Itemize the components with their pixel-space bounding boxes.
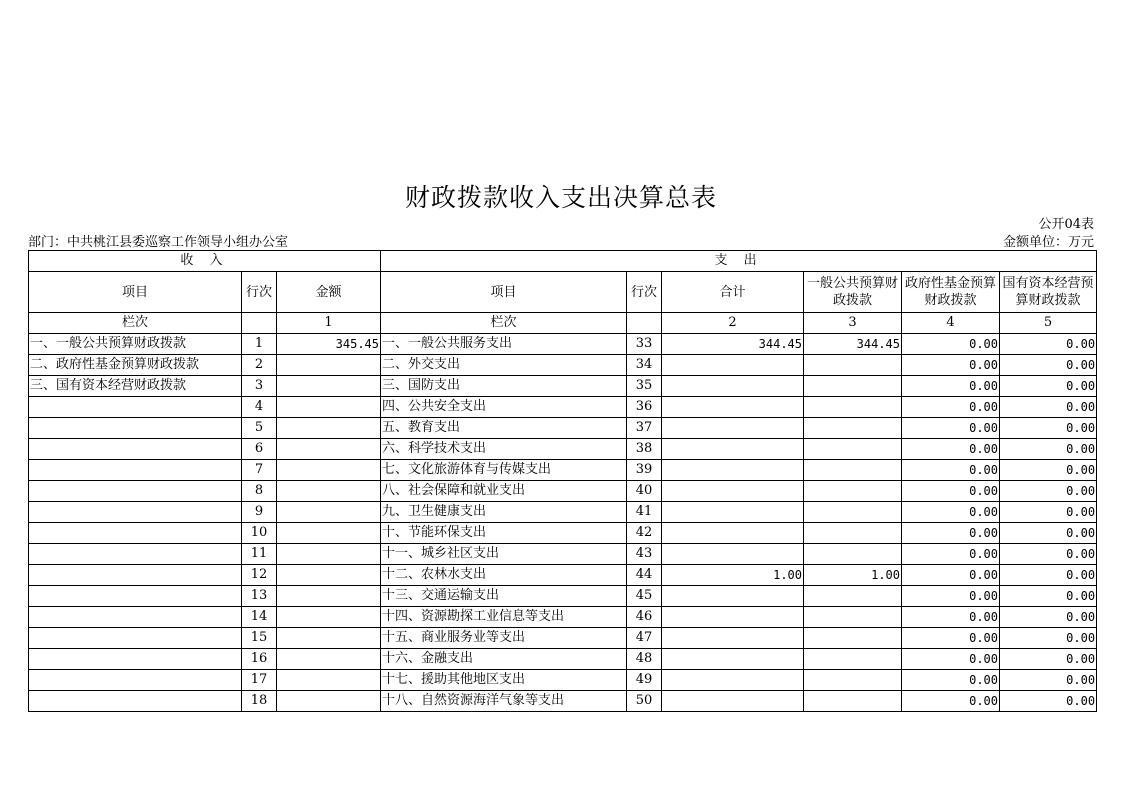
income-row-no-cell: 3 bbox=[242, 376, 277, 397]
income-amount-cell bbox=[277, 628, 381, 649]
income-item-cell bbox=[29, 565, 242, 586]
expense-row-no-cell: 40 bbox=[627, 481, 662, 502]
state-capital-cell: 0.00 bbox=[1000, 502, 1097, 523]
general-budget-cell bbox=[804, 544, 902, 565]
table-row bbox=[29, 418, 1097, 439]
fund-budget-cell: 0.00 bbox=[902, 397, 1000, 418]
expense-item-cell: 十四、资源勘探工业信息等支出 bbox=[381, 607, 627, 628]
income-amount-header: 金额 bbox=[277, 272, 381, 313]
general-budget-cell: 344.45 bbox=[804, 334, 902, 355]
table-row bbox=[29, 565, 1097, 586]
income-amount-cell bbox=[277, 649, 381, 670]
col-index-5: 5 bbox=[1000, 313, 1097, 334]
fund-budget-cell: 0.00 bbox=[902, 691, 1000, 712]
expense-item-cell: 四、公共安全支出 bbox=[381, 397, 627, 418]
table-row bbox=[29, 628, 1097, 649]
income-item-cell bbox=[29, 418, 242, 439]
total-cell: 1.00 bbox=[662, 565, 804, 586]
total-cell bbox=[662, 628, 804, 649]
state-capital-cell: 0.00 bbox=[1000, 649, 1097, 670]
income-amount-cell bbox=[277, 355, 381, 376]
expense-row-no-cell: 35 bbox=[627, 376, 662, 397]
expense-row-no-cell: 44 bbox=[627, 565, 662, 586]
fund-budget-cell: 0.00 bbox=[902, 565, 1000, 586]
table-row bbox=[29, 544, 1097, 565]
income-item-cell bbox=[29, 397, 242, 418]
fund-budget-cell: 0.00 bbox=[902, 586, 1000, 607]
state-capital-header: 国有资本经营预算财政拨款 bbox=[1000, 272, 1097, 313]
col-index-empty bbox=[242, 313, 277, 334]
expense-row-no-cell: 46 bbox=[627, 607, 662, 628]
expense-item-cell: 二、外交支出 bbox=[381, 355, 627, 376]
expense-item-cell: 十二、农林水支出 bbox=[381, 565, 627, 586]
general-budget-cell bbox=[804, 523, 902, 544]
expense-item-cell: 十七、援助其他地区支出 bbox=[381, 670, 627, 691]
table-row bbox=[29, 607, 1097, 628]
state-capital-cell: 0.00 bbox=[1000, 355, 1097, 376]
income-amount-cell bbox=[277, 418, 381, 439]
income-row-no-cell: 2 bbox=[242, 355, 277, 376]
fund-budget-cell: 0.00 bbox=[902, 502, 1000, 523]
total-cell bbox=[662, 481, 804, 502]
page-title: 财政拨款收入支出决算总表 bbox=[404, 183, 717, 212]
general-budget-cell: 1.00 bbox=[804, 565, 902, 586]
fund-budget-cell: 0.00 bbox=[902, 523, 1000, 544]
income-item-header: 项目 bbox=[29, 272, 242, 313]
table-row bbox=[29, 481, 1097, 502]
total-cell: 344.45 bbox=[662, 334, 804, 355]
total-cell bbox=[662, 586, 804, 607]
department-label: 部门：中共桃江县委巡察工作领导小组办公室 bbox=[28, 235, 289, 250]
general-budget-header: 一般公共预算财政拨款 bbox=[804, 272, 902, 313]
fund-budget-cell: 0.00 bbox=[902, 481, 1000, 502]
general-budget-cell bbox=[804, 355, 902, 376]
expense-item-header: 项目 bbox=[381, 272, 627, 313]
table-row bbox=[29, 376, 1097, 397]
income-amount-cell bbox=[277, 691, 381, 712]
expense-row-no-cell: 41 bbox=[627, 502, 662, 523]
table-row bbox=[29, 523, 1097, 544]
income-item-cell: 二、政府性基金预算财政拨款 bbox=[29, 355, 242, 376]
income-item-cell bbox=[29, 628, 242, 649]
expense-row-no-cell: 34 bbox=[627, 355, 662, 376]
total-cell bbox=[662, 397, 804, 418]
expense-row-no-cell: 50 bbox=[627, 691, 662, 712]
income-item-cell bbox=[29, 544, 242, 565]
general-budget-cell bbox=[804, 691, 902, 712]
income-amount-cell bbox=[277, 607, 381, 628]
general-budget-cell bbox=[804, 460, 902, 481]
state-capital-cell: 0.00 bbox=[1000, 418, 1097, 439]
table-row bbox=[29, 649, 1097, 670]
income-amount-cell bbox=[277, 376, 381, 397]
expense-item-cell: 十五、商业服务业等支出 bbox=[381, 628, 627, 649]
expense-row-no-cell: 47 bbox=[627, 628, 662, 649]
state-capital-cell: 0.00 bbox=[1000, 523, 1097, 544]
general-budget-cell bbox=[804, 439, 902, 460]
income-item-cell bbox=[29, 607, 242, 628]
table-row bbox=[29, 355, 1097, 376]
income-amount-cell bbox=[277, 544, 381, 565]
income-item-cell bbox=[29, 439, 242, 460]
income-row-no-cell: 4 bbox=[242, 397, 277, 418]
expense-row-no-cell: 39 bbox=[627, 460, 662, 481]
income-item-cell bbox=[29, 586, 242, 607]
income-item-cell bbox=[29, 481, 242, 502]
unit-label: 金额单位：万元 bbox=[1002, 235, 1094, 250]
col-index-4: 4 bbox=[902, 313, 1000, 334]
general-budget-cell bbox=[804, 628, 902, 649]
general-budget-cell bbox=[804, 607, 902, 628]
fund-budget-cell: 0.00 bbox=[902, 355, 1000, 376]
col-index-2: 2 bbox=[662, 313, 804, 334]
income-amount-cell bbox=[277, 565, 381, 586]
state-capital-cell: 0.00 bbox=[1000, 481, 1097, 502]
exp-col-label: 栏次 bbox=[381, 313, 627, 334]
table-row bbox=[29, 460, 1097, 481]
income-item-cell bbox=[29, 691, 242, 712]
expense-row-no-cell: 48 bbox=[627, 649, 662, 670]
income-item-cell bbox=[29, 460, 242, 481]
total-cell bbox=[662, 523, 804, 544]
income-amount-cell bbox=[277, 670, 381, 691]
general-budget-cell bbox=[804, 376, 902, 397]
state-capital-cell: 0.00 bbox=[1000, 628, 1097, 649]
column-index-row bbox=[29, 313, 1097, 334]
income-row-no-cell: 14 bbox=[242, 607, 277, 628]
table-row bbox=[29, 670, 1097, 691]
fund-budget-cell: 0.00 bbox=[902, 628, 1000, 649]
total-cell bbox=[662, 376, 804, 397]
expense-row-no-cell: 33 bbox=[627, 334, 662, 355]
income-row-no-cell: 9 bbox=[242, 502, 277, 523]
state-capital-cell: 0.00 bbox=[1000, 397, 1097, 418]
col-index-1: 1 bbox=[277, 313, 381, 334]
total-cell bbox=[662, 649, 804, 670]
expense-item-cell: 六、科学技术支出 bbox=[381, 439, 627, 460]
income-item-cell bbox=[29, 523, 242, 544]
state-capital-cell: 0.00 bbox=[1000, 544, 1097, 565]
expense-row-no-cell: 43 bbox=[627, 544, 662, 565]
state-capital-cell: 0.00 bbox=[1000, 334, 1097, 355]
income-amount-cell bbox=[277, 523, 381, 544]
state-capital-cell: 0.00 bbox=[1000, 586, 1097, 607]
income-item-cell bbox=[29, 670, 242, 691]
income-item-cell: 三、国有资本经营财政拨款 bbox=[29, 376, 242, 397]
general-budget-cell bbox=[804, 670, 902, 691]
general-budget-cell bbox=[804, 586, 902, 607]
income-amount-cell bbox=[277, 586, 381, 607]
state-capital-cell: 0.00 bbox=[1000, 439, 1097, 460]
total-header: 合计 bbox=[662, 272, 804, 313]
income-amount-cell bbox=[277, 502, 381, 523]
total-cell bbox=[662, 691, 804, 712]
income-row-no-cell: 17 bbox=[242, 670, 277, 691]
fund-budget-header: 政府性基金预算财政拨款 bbox=[902, 272, 1000, 313]
table-row bbox=[29, 502, 1097, 523]
total-cell bbox=[662, 439, 804, 460]
total-cell bbox=[662, 460, 804, 481]
expense-header: 支 出 bbox=[381, 251, 1097, 272]
expense-item-cell: 八、社会保障和就业支出 bbox=[381, 481, 627, 502]
table-row bbox=[29, 397, 1097, 418]
fund-budget-cell: 0.00 bbox=[902, 334, 1000, 355]
income-row-no-cell: 7 bbox=[242, 460, 277, 481]
expense-item-cell: 十八、自然资源海洋气象等支出 bbox=[381, 691, 627, 712]
fund-budget-cell: 0.00 bbox=[902, 607, 1000, 628]
income-item-cell bbox=[29, 649, 242, 670]
fund-budget-cell: 0.00 bbox=[902, 649, 1000, 670]
expense-item-cell: 五、教育支出 bbox=[381, 418, 627, 439]
table-row bbox=[29, 691, 1097, 712]
expense-item-cell: 九、卫生健康支出 bbox=[381, 502, 627, 523]
expense-row-no-cell: 38 bbox=[627, 439, 662, 460]
settlement-table bbox=[28, 250, 1097, 712]
expense-row-no-cell: 49 bbox=[627, 670, 662, 691]
total-cell bbox=[662, 670, 804, 691]
general-budget-cell bbox=[804, 481, 902, 502]
fund-budget-cell: 0.00 bbox=[902, 418, 1000, 439]
income-amount-cell: 345.45 bbox=[277, 334, 381, 355]
expense-row-no-cell: 36 bbox=[627, 397, 662, 418]
income-row-no-cell: 15 bbox=[242, 628, 277, 649]
expense-item-cell: 一、一般公共服务支出 bbox=[381, 334, 627, 355]
income-row-no-cell: 18 bbox=[242, 691, 277, 712]
income-header: 收 入 bbox=[29, 251, 381, 272]
income-amount-cell bbox=[277, 460, 381, 481]
expense-item-cell: 十六、金融支出 bbox=[381, 649, 627, 670]
income-item-cell: 一、一般公共预算财政拨款 bbox=[29, 334, 242, 355]
expense-item-cell: 十三、交通运输支出 bbox=[381, 586, 627, 607]
income-row-no-cell: 13 bbox=[242, 586, 277, 607]
fund-budget-cell: 0.00 bbox=[902, 544, 1000, 565]
general-budget-cell bbox=[804, 397, 902, 418]
table-row bbox=[29, 586, 1097, 607]
income-row-no-cell: 6 bbox=[242, 439, 277, 460]
header-row-1 bbox=[29, 251, 1097, 272]
expense-item-cell: 七、文化旅游体育与传媒支出 bbox=[381, 460, 627, 481]
state-capital-cell: 0.00 bbox=[1000, 670, 1097, 691]
income-amount-cell bbox=[277, 397, 381, 418]
total-cell bbox=[662, 418, 804, 439]
income-row-no-cell: 5 bbox=[242, 418, 277, 439]
income-row-no-cell: 1 bbox=[242, 334, 277, 355]
state-capital-cell: 0.00 bbox=[1000, 691, 1097, 712]
fund-budget-cell: 0.00 bbox=[902, 670, 1000, 691]
fund-budget-cell: 0.00 bbox=[902, 376, 1000, 397]
expense-row-no-cell: 45 bbox=[627, 586, 662, 607]
col-index-3: 3 bbox=[804, 313, 902, 334]
expense-item-cell: 三、国防支出 bbox=[381, 376, 627, 397]
expense-row-no-cell: 42 bbox=[627, 523, 662, 544]
income-amount-cell bbox=[277, 439, 381, 460]
state-capital-cell: 0.00 bbox=[1000, 607, 1097, 628]
general-budget-cell bbox=[804, 649, 902, 670]
total-cell bbox=[662, 355, 804, 376]
income-amount-cell bbox=[277, 481, 381, 502]
expense-row-no-cell: 37 bbox=[627, 418, 662, 439]
income-row-no-cell: 11 bbox=[242, 544, 277, 565]
header-row-2 bbox=[29, 272, 1097, 313]
income-row-no-header: 行次 bbox=[242, 272, 277, 313]
total-cell bbox=[662, 502, 804, 523]
table-row bbox=[29, 334, 1097, 355]
income-row-no-cell: 16 bbox=[242, 649, 277, 670]
col-label: 栏次 bbox=[29, 313, 242, 334]
income-row-no-cell: 8 bbox=[242, 481, 277, 502]
expense-item-cell: 十一、城乡社区支出 bbox=[381, 544, 627, 565]
expense-item-cell: 十、节能环保支出 bbox=[381, 523, 627, 544]
fund-budget-cell: 0.00 bbox=[902, 439, 1000, 460]
income-row-no-cell: 12 bbox=[242, 565, 277, 586]
income-row-no-cell: 10 bbox=[242, 523, 277, 544]
state-capital-cell: 0.00 bbox=[1000, 565, 1097, 586]
income-item-cell bbox=[29, 502, 242, 523]
total-cell bbox=[662, 544, 804, 565]
general-budget-cell bbox=[804, 418, 902, 439]
expense-row-no-header: 行次 bbox=[627, 272, 662, 313]
state-capital-cell: 0.00 bbox=[1000, 460, 1097, 481]
total-cell bbox=[662, 607, 804, 628]
table-row bbox=[29, 439, 1097, 460]
col-index-empty bbox=[627, 313, 662, 334]
form-code: 公开04表 bbox=[1038, 217, 1094, 232]
general-budget-cell bbox=[804, 502, 902, 523]
fund-budget-cell: 0.00 bbox=[902, 460, 1000, 481]
state-capital-cell: 0.00 bbox=[1000, 376, 1097, 397]
